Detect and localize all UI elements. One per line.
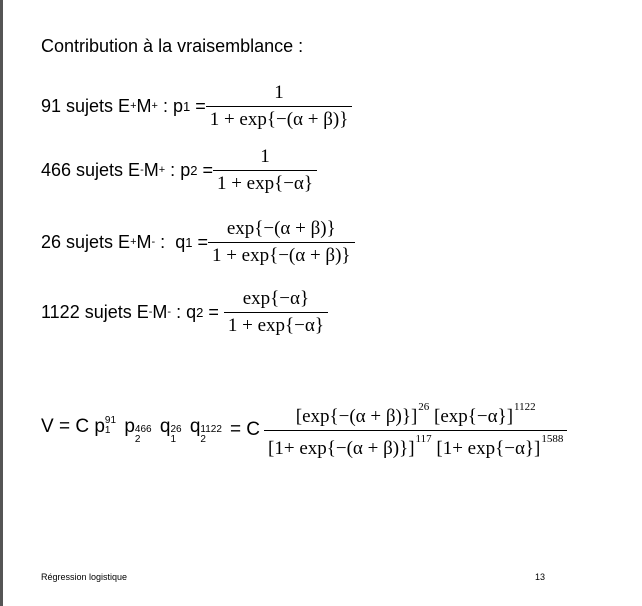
row-q2-m: M xyxy=(152,301,168,322)
num-term-b: [exp{−α}] xyxy=(434,405,514,427)
q2-sup: 1122 xyxy=(200,423,222,435)
row-q2-var: q xyxy=(186,301,197,322)
num-term-a: [exp{−(α + β)}] xyxy=(295,405,418,427)
row-p2-sub: 2 xyxy=(190,162,198,178)
row-p2-fraction xyxy=(213,146,317,195)
p1-sub: 1 xyxy=(104,425,111,437)
row-q2-numerator: exp{−α} xyxy=(242,287,310,309)
p2-sup: 466 xyxy=(134,423,152,435)
row-p1-count: 91 sujets E xyxy=(41,95,131,116)
slide-title: Contribution à la vraisemblance : xyxy=(41,36,304,56)
row-p1-m-sign: + xyxy=(151,100,158,112)
row-q2-eq: = xyxy=(203,301,224,322)
q2-sub: 2 xyxy=(200,433,206,445)
likelihood-numerator xyxy=(292,401,540,430)
p2-base: p xyxy=(124,415,135,437)
row-q2-sep: : xyxy=(171,301,187,322)
q1-base: q xyxy=(159,415,171,437)
row-q2-e-sign: - xyxy=(148,306,153,318)
row-q2-count: 1122 sujets E xyxy=(41,301,149,322)
row-q1-numerator: exp{−(α + β)} xyxy=(226,217,336,239)
left-border xyxy=(0,0,3,606)
row-p2-m-sign: + xyxy=(158,164,166,176)
q1-sup: 26 xyxy=(170,423,182,435)
row-q1-eq: = xyxy=(192,231,208,252)
page-number: 13 xyxy=(535,572,546,582)
row-q1-sub: 1 xyxy=(185,234,193,250)
row-p2-count: 466 sujets E xyxy=(41,159,141,180)
row-q2-m-sign: - xyxy=(167,306,172,318)
row-q2-denominator: 1 + exp{−α} xyxy=(227,314,324,336)
row-q1-count: 26 sujets E xyxy=(41,231,131,252)
den-term-b: [1+ exp{−α}] xyxy=(436,437,541,459)
likelihood-equation xyxy=(41,398,567,462)
row-p2-e-sign: - xyxy=(140,164,144,176)
row-p2-eq: = xyxy=(197,159,213,180)
p1-scripts xyxy=(105,416,116,436)
row-p2 xyxy=(41,145,317,194)
row-p1-sub: 1 xyxy=(182,98,191,114)
row-p2-m: M xyxy=(143,159,159,180)
den-term-a-exp: 117 xyxy=(415,432,432,445)
row-p1 xyxy=(41,81,352,130)
den-term-a: [1+ exp{−(α + β)}] xyxy=(268,437,415,459)
row-p1-m: M xyxy=(136,95,152,116)
row-p2-numerator: 1 xyxy=(260,145,270,167)
likelihood-eq-c: = C xyxy=(229,419,261,440)
den-term-b-exp: 1588 xyxy=(541,432,564,445)
row-q1-fraction xyxy=(208,218,355,267)
row-q2 xyxy=(41,288,328,336)
row-p2-denominator: 1 + exp{−α} xyxy=(216,172,314,194)
q1-sub: 1 xyxy=(170,433,176,445)
row-p2-sep: : xyxy=(165,159,181,180)
row-p1-var: p xyxy=(172,95,183,116)
num-term-a-exp: 26 xyxy=(418,400,430,413)
row-q2-fraction xyxy=(224,288,328,337)
row-q2-sub: 2 xyxy=(196,304,204,320)
row-p1-denominator: 1 + exp{−(α + β)} xyxy=(209,108,349,130)
likelihood-v: V = C p xyxy=(41,415,105,437)
row-p1-fraction xyxy=(206,82,353,131)
row-q1-var: q xyxy=(175,231,186,252)
row-q1-e-sign: + xyxy=(130,236,137,248)
row-q1-denominator: 1 + exp{−(α + β)} xyxy=(211,244,351,266)
q2-base: q xyxy=(189,415,201,437)
footer-title: Régression logistique xyxy=(41,572,128,582)
row-p1-numerator: 1 xyxy=(274,81,284,103)
row-q1-m-sign: - xyxy=(151,236,156,248)
row-q1-m: M xyxy=(136,231,152,252)
p2-scripts xyxy=(135,425,152,445)
row-p2-var: p xyxy=(180,159,191,180)
likelihood-lhs xyxy=(41,416,222,445)
num-term-b-exp: 1122 xyxy=(514,400,536,413)
q2-scripts xyxy=(200,425,222,445)
row-q1 xyxy=(41,218,355,266)
p1-sup: 91 xyxy=(104,415,117,427)
row-p1-eq: = xyxy=(190,95,206,116)
row-p1-e-sign: + xyxy=(130,100,137,112)
q1-scripts xyxy=(170,425,181,445)
likelihood-fraction xyxy=(264,401,567,460)
row-q1-sep: : xyxy=(155,231,176,252)
likelihood-denominator xyxy=(264,431,567,460)
p2-sub: 2 xyxy=(134,433,141,445)
row-p1-sep: : xyxy=(157,95,173,116)
